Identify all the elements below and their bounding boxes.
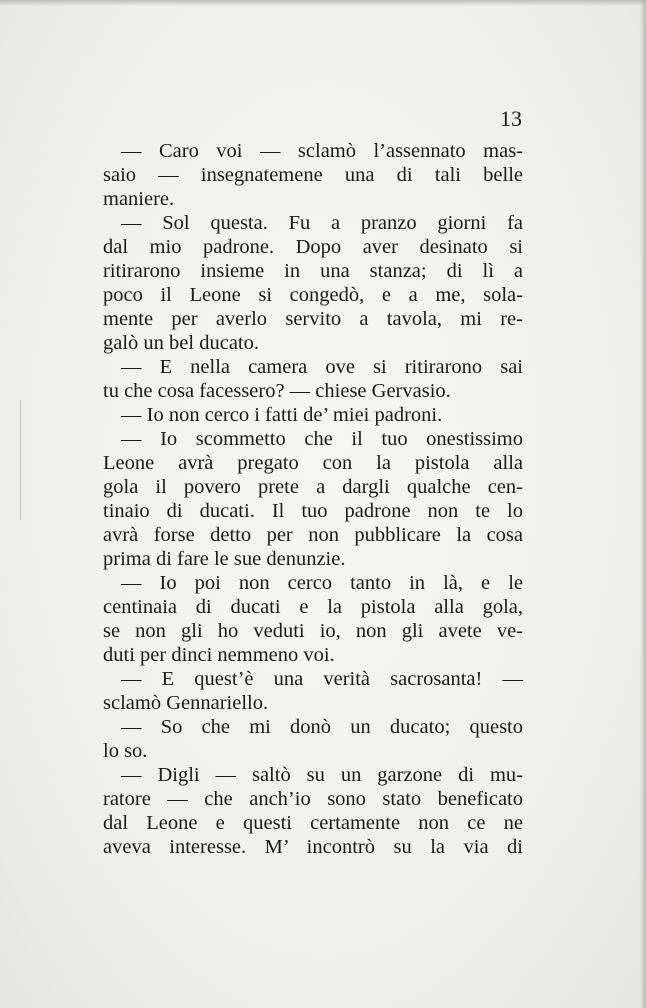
text-line: — Io scommetto che il tuo onestissimo: [121, 428, 523, 450]
text-line: tu che cosa facessero? — chiese Gervasio.: [103, 380, 451, 402]
body-text: [103, 139, 523, 859]
page-number: 13: [500, 106, 522, 131]
text-line: sclamò Gennariello.: [103, 692, 269, 714]
text-line: — E quest’è una verità sacrosanta! —: [121, 668, 523, 690]
text-line: dal Leone e questi certamente non ce ne: [103, 812, 523, 834]
text-line: galò un bel ducato.: [103, 332, 259, 354]
text-line: lo so.: [103, 740, 148, 762]
text-line: avrà forse detto per non pubblicare la cosa: [103, 524, 523, 546]
text-line: — Io non cerco i fatti de’ miei padroni.: [121, 404, 443, 426]
text-line: poco il Leone si congedò, e a me, sola-: [103, 284, 523, 306]
text-line: aveva interesse. M’ incontrò su la via di: [103, 836, 523, 858]
text-line: se non gli ho veduti io, non gli avete ve-: [103, 620, 523, 642]
text-line: Leone avrà pregato con la pistola alla: [103, 452, 523, 474]
text-line: — Digli — saltò su un garzone di mu-: [121, 764, 523, 786]
text-line: duti per dinci nemmeno voi.: [103, 644, 335, 666]
text-line: ratore — che anch’io sono stato beneficato: [103, 788, 523, 810]
text-line: tinaio di ducati. Il tuo padrone non te lo: [103, 500, 523, 522]
text-line: gola il povero prete a dargli qualche cen-: [103, 476, 523, 498]
text-line: — Sol questa. Fu a pranzo giorni fa: [121, 212, 523, 234]
text-line: maniere.: [103, 188, 175, 210]
text-line: — So che mi donò un ducato; questo: [121, 716, 523, 738]
margin-bleed-mark: [20, 400, 35, 520]
text-line: prima di fare le sue denunzie.: [103, 548, 346, 570]
text-line: — Io poi non cerco tanto in là, e le: [121, 572, 523, 594]
text-line: mente per averlo servito a tavola, mi re-: [103, 308, 523, 330]
page-right-edge-shadow: [640, 0, 646, 1008]
text-line: — E nella camera ove si ritirarono sai: [121, 356, 523, 378]
text-line: — Caro voi — sclamò l’assennato mas-: [121, 140, 523, 162]
text-line: saio — insegnatemene una di tali belle: [103, 164, 523, 186]
page-top-edge-shadow: [0, 0, 646, 6]
text-line: centinaia di ducati e la pistola alla gola,: [103, 596, 523, 618]
text-line: dal mio padrone. Dopo aver desinato si: [103, 236, 523, 258]
text-line: ritirarono insieme in una stanza; di lì a: [103, 260, 523, 282]
